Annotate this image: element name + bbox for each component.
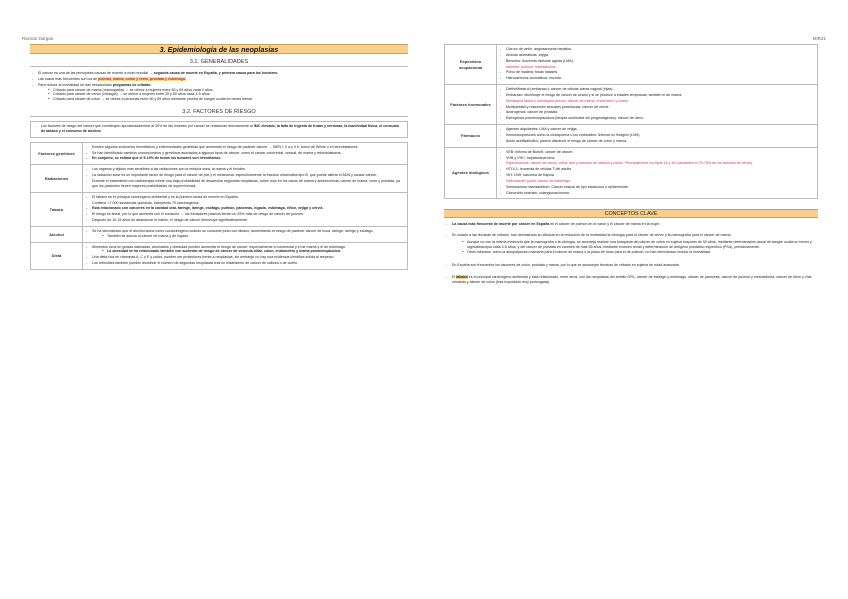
list-item: - Polvo de madera: fosas nasales.: [500, 70, 814, 75]
row-label: Exposición ocupacional: [445, 45, 497, 85]
highlight: pulmón, mama, colon y recto, próstata y estómago.: [98, 76, 187, 81]
list-item: - HTLV-1: leucemia de células T del adulto.: [500, 167, 814, 172]
list-item: - Se ha demostrado que el alcohol actúa como cocarcinógeno cuando se consume junto con tabaco, aumentando el riesgo de padecer cáncer de boca, faringe, laringe y esófago. ● También se asocia al cáncer de mama y de hígado.: [86, 229, 404, 239]
right-column: [444, 44, 818, 286]
row-label: Radiaciones: [31, 165, 83, 192]
row-label: Tabaco: [31, 192, 83, 226]
list-item: - Dietiletilbestrol (embarazo): cáncer de células claras vaginal (hijas).: [500, 87, 814, 92]
list-item: - Papilomavirus: cáncer de cérvix, vulva, ano y tumores de cabeza y cuello. Principalmente los tipos 16 y 18 (causantes el 70-75% de los tumores de cérvix).: [500, 161, 814, 166]
row-label: Agentes biológicos: [445, 147, 497, 199]
list-item: - Agentes alquilantes: LMA y cáncer de vejiga.: [500, 127, 814, 132]
list-item: - Los retinoides también pueden disminuir el número de segundas neoplasias tras un tratamiento de cáncer de cabeza o de cuello.: [86, 261, 404, 266]
list-item: - Después de 10-15 años de abandonar el hábito, el riesgo de cáncer disminuye significativamente.: [86, 218, 404, 223]
list-item: - Para reducir la mortalidad se han desarrollado programas de cribado: ● Cribado para cáncer de mama (mamografía) → se ofrece a mujeres entre 50 y 69 años cada 2 años. ● Cribado para cáncer de cervix (citología) → se ofrece a mujeres entre 25 y 65 años cada 3-5 años. ● Cribado para cáncer de colon → se ofrece a personas entre 50 y 69 años mediante prueba de sangre oculta en heces bienal.: [32, 83, 408, 102]
list-item: - Benceno: leucemia mieloide aguda (LMA).: [500, 59, 814, 64]
section-factores-heading: 3.2. FACTORES DE RIESGO: [30, 108, 408, 117]
risk-factors-table-continued: [444, 44, 818, 199]
list-item: - Ácido acetilsalicílico: parece disminuir el riesgo de cáncer de colon y mama.: [500, 139, 814, 144]
list-item: - VEB: linfoma de Burkitt, cáncer de cavum.: [500, 150, 814, 155]
row-label: Factores genéticos: [31, 142, 83, 165]
list-item: - La radiación solar es un importante factor de riesgo para el cáncer de piel y el melanoma, específicamente la fracción ultravioleta tipo B, que puede alterar el ADN y causar cáncer.: [86, 173, 404, 178]
course-code: MIR21: [812, 36, 826, 41]
table-row: [31, 142, 408, 165]
row-label: Factores hormonales: [445, 85, 497, 125]
list-item: - Andrógenos: cáncer de próstata.: [500, 110, 814, 115]
list-item: - Menarquia tardía y menarquia precoz: cáncer de mama, endometrio y ovario.: [500, 99, 814, 104]
list-item: ● La obesidad se ha relacionado también con aumento de riesgo de cáncer de vesícula biliar, colon, endometrio y mama posmenopáusica.: [102, 249, 404, 254]
list-item: - El tabaco es el principal carcinógeno ambiental y es la primera causa de muerte en España.: [86, 195, 404, 200]
list-item: - Estrógenos posmenopáusicos (terapia sustitutiva sin progestágenos): cáncer de útero.: [500, 116, 814, 121]
list-item: ● Cribado para cáncer de mama (mamografía) → se ofrece a mujeres entre 50 y 69 años cada 2 años.: [48, 88, 408, 93]
row-label: Alcohol: [31, 226, 83, 242]
table-row: [445, 85, 818, 125]
table-row: [445, 45, 818, 85]
list-item: - El tabaco es el principal carcinógeno ambiental y está relacionado, entre otros, con las neoplasias del ámbito ORL, cáncer de esófago y estómago, cáncer de páncreas, cáncer de pulmón y mesotelioma, cáncer de riñón y vías urinarias y cáncer de colon (tras exposición muy prolongada).: [446, 275, 818, 285]
list-item: - Schistosoma haematobium: Cáncer vesical de tipo escamoso o epidermoide.: [500, 185, 814, 190]
list-item: - VIH: LNH, sarcoma de Kaposi.: [500, 173, 814, 178]
list-item: - VHB y VHC: hepatocarcinoma.: [500, 156, 814, 161]
row-label: Fármacos: [445, 125, 497, 148]
list-item: - En conjunto, se estima que el 5-10% de todos los tumores son hereditarios.: [86, 156, 404, 161]
list-item: - Hidrocarburos aromáticos: escroto.: [500, 76, 814, 81]
list-item: - Los órganos y tejidos más sensibles a las radiaciones son la médula ósea, la mama y el tiroides.: [86, 167, 404, 172]
list-item: - Asbesto: pulmón, mesotelioma.: [500, 65, 814, 70]
list-item: - Una dieta rica en vitaminas A, C y E y calcio, pueden ser protectores frente a neoplasias, sin embargo no hay una evidencia científica sólida al respecto.: [86, 255, 404, 260]
left-column: [30, 44, 408, 270]
list-item: - La causa más frecuente de muerte por cáncer en España es el cáncer de pulmón en el varón y el cáncer de mama en la mujer.: [446, 222, 818, 227]
list-item: - Cloruro de vinilo: angiosarcoma hepático.: [500, 47, 814, 52]
table-row: [31, 192, 408, 226]
list-item: - Se han identificado cambios cromosómicos y genéticos asociados a algunos tipos de cáncer, como el cáncer colorrectal, vesical, de mama y retinoblastoma.: [86, 151, 404, 156]
list-item: - Aminas aromáticas: vejiga.: [500, 53, 814, 58]
list-item: - Existen algunos síndromes hereditarios y enfermedades genéticas que aumentan el riesgo de padecer cáncer → MEN I, II a y II b, tumor de Wilms o el neuroblastoma.: [86, 145, 404, 150]
list-item: - Clonorchis sinensis: colangiocarcinoma.: [500, 191, 814, 196]
highlight: tabaco: [456, 275, 468, 280]
list-item: ● Otros métodos, como la autopalpación mamaria para el cáncer de mama o la placa de tórax para el de pulmón, no han demostrado reducir la mortalidad.: [462, 250, 818, 255]
list-item: - Los factores de riesgo del cáncer que contribuyen aproximadamente al 30% de las muertes por cáncer se relacionan directamente al IMC elevado, la falta de ingesta de frutas y verduras, la inactividad física, el consumo de tabaco y el consumo de alcohol.: [35, 124, 403, 134]
list-item: - El riesgo es lineal, por lo que aumenta con el consumo → los fumadores pasivos tienen un 25% más de riesgo de cáncer de pulmón.: [86, 212, 404, 217]
list-item: - Está relacionado con cánceres en la cavidad oral, faringe, laringe, esófago, pulmón, páncreas, hígado, estómago, riñón, vejiga y cérvix.: [86, 206, 404, 211]
table-row: [31, 226, 408, 242]
page-title: 3. Epidemiología de las neoplasias: [30, 44, 408, 54]
list-item: - Helicobacter pylori: cáncer de estómago.: [500, 179, 814, 184]
table-row: [31, 165, 408, 192]
table-row: [445, 125, 818, 148]
author-label: Razvan Dargan: [22, 36, 54, 41]
list-item: - Inmunosupresores como la ciclosporina o los corticoides: linfoma no Hodgkin (LNH).: [500, 133, 814, 138]
list-item: ● Cribado para cáncer de colon → se ofrece a personas entre 50 y 69 años mediante prueba de sangre oculta en heces bienal.: [48, 97, 408, 102]
list-item: - Alimentos ricos en grasas saturadas, ahumados y obesidad pueden aumentar el riesgo de cáncer, especialmente el colorrectal y el de mama y el de estómago. ● La obesidad se ha relacionado también con aumento de riesgo de cáncer de vesícula biliar, colon, endometrio y mama posmenopáusica.: [86, 245, 404, 255]
table-row: [31, 242, 408, 269]
list-item: - Contiene >7.000 sustancias químicas, incluyendo 70 carcinógenos.: [86, 201, 404, 206]
table-row: [445, 147, 818, 199]
list-item: - El cáncer es una de las principales causas de muerte a nivel mundial → segunda causa de muerte en España, y primera causa para los hombres.: [32, 71, 408, 76]
list-item: - Embarazo: disminuye el riesgo de cáncer de ovario y si se produce a edades tempranas, también el de mama.: [500, 93, 814, 98]
conceptos-clave-heading: CONCEPTOS CLAVE: [444, 209, 818, 218]
list-item: - En España son frecuentes los cánceres de colon, próstata y mama, por lo que se aconsejan técnicas de cribado en sujetos de edad avanzada.: [446, 263, 818, 268]
list-item: - Durante el tratamiento con radioterapia existe una baja probabilidad de desarrollar segundas neoplasias, sobre todo en los casos de mama y adolescencia; cáncer de mama, recto y próstata, ya que los pacientes tienen mayores posibilidades de supervivencia.: [86, 179, 404, 189]
row-label: Dieta: [31, 242, 83, 269]
risk-factors-table: [30, 142, 408, 270]
list-item: - Multiparidad y relaciones sexuales promiscuas: cáncer de cérvix.: [500, 105, 814, 110]
list-item: ● Aunque no con la misma evidencia que la mamografía o la citología, se aconseja realizar una búsqueda del cáncer de colon en sujetos mayores de 50 años, mediante determinación anual de sangre oculta en heces y sigmoidoscopia cada 3-5 años, y del cáncer de próstata en varones de más 55 años, mediante examen rectal y determinación de antígeno prostático específico (PSA), periódicamente.: [462, 240, 818, 250]
generalidades-list: [32, 71, 408, 102]
conceptos-list: [446, 222, 818, 285]
list-item: ● También se asocia al cáncer de mama y de hígado.: [102, 234, 404, 239]
list-item: ● Cribado para cáncer de cervix (citología) → se ofrece a mujeres entre 25 y 65 años cada 3-5 años.: [48, 92, 408, 97]
section-generalidades-heading: 3.1. GENERALIDADES: [30, 58, 408, 67]
list-item: - Las casos más frecuentes son los de pulmón, mama, colon y recto, próstata y estómago.: [32, 77, 408, 82]
list-item: - En cuanto a las técnicas de cribado, han demostrado su eficacia en la reducción de la mortalidad la citología para el cáncer de cervix y la mamografía para el cáncer de mama. ● Aunque no con la misma evidencia que la mamografía o la citología, se aconseja realizar una búsqueda del cáncer de colon en sujetos mayores de 50 años, mediante determinación anual de sangre oculta en heces y sigmoidoscopia cada 3-5 años, y del cáncer de próstata en varones de más 55 años, mediante examen rectal y determinación de antígeno prostático específico (PSA), periódicamente. ● Otros métodos, como la autopalpación mamaria para el cáncer de mama o la placa de tórax para el de pulmón, no han demostrado reducir la mortalidad.: [446, 233, 818, 254]
factores-intro: [30, 121, 408, 138]
